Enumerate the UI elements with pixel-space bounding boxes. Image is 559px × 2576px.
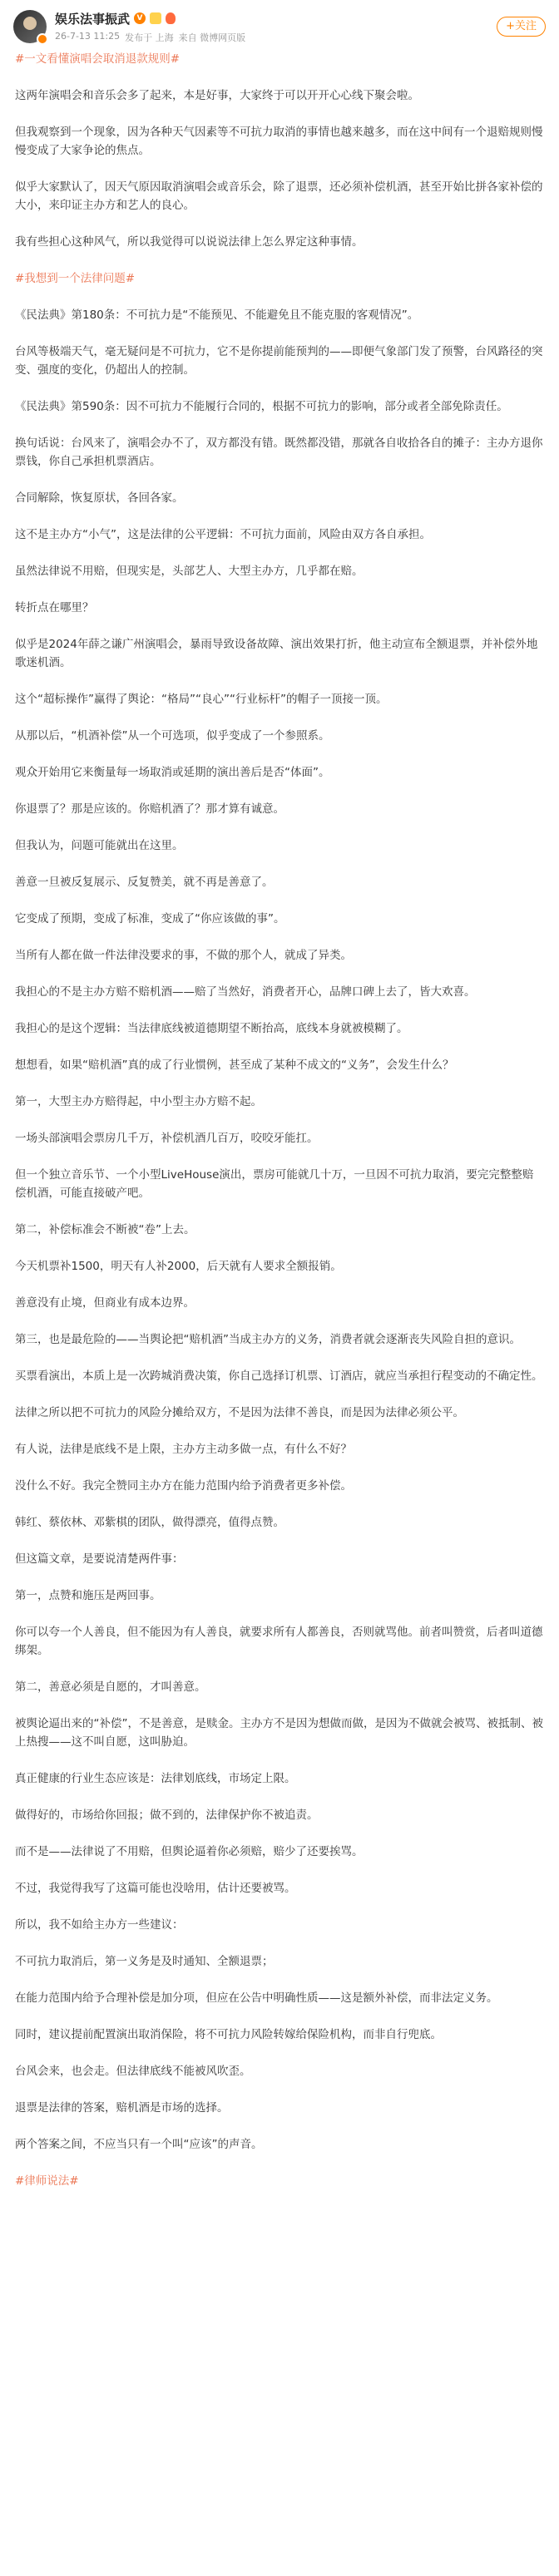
paragraph: 但我观察到一个现象，因为各种天气因素等不可抗力取消的事情也越来越多，而在这中间有一个退赔规则慢慢变成了大家争论的焦点。 bbox=[15, 126, 543, 157]
author-name[interactable]: 娱乐法事振武 bbox=[55, 11, 131, 27]
post-meta bbox=[55, 31, 497, 44]
paragraph: 但一个独立音乐节、一个小型LiveHouse演出，票房可能就几十万，一旦因不可抗力取消，要完完整整赔偿机酒，可能直接破产吧。 bbox=[15, 1168, 534, 1200]
paragraph: 你退票了？那是应该的。你赔机酒了？那才算有诚意。 bbox=[15, 802, 284, 816]
paragraph: 这两年演唱会和音乐会多了起来，本是好事，大家终于可以开开心心线下聚会啦。 bbox=[15, 89, 419, 102]
paragraph: 这不是主办方“小气”，这是法律的公平逻辑：不可抗力面前，风险由双方各自承担。 bbox=[15, 528, 431, 541]
post-time[interactable]: 26-7-13 11:25 bbox=[55, 30, 121, 42]
paragraph: 第一，大型主办方赔得起，中小型主办方赔不起。 bbox=[15, 1095, 262, 1108]
post-content bbox=[0, 50, 559, 2190]
topic-tag-bottom[interactable]: #律师说法# bbox=[15, 2174, 79, 2188]
paragraph: 换句话说：台风来了，演唱会办不了，双方都没有错。既然都没错，那就各自收拾各自的摊子：主办方退你票钱，你自己承担机票酒店。 bbox=[15, 437, 543, 468]
paragraph: 善意没有止境，但商业有成本边界。 bbox=[15, 1296, 195, 1310]
paragraph: 法律之所以把不可抗力的风险分摊给双方，不是因为法律不善良，而是因为法律必须公平。 bbox=[15, 1406, 464, 1419]
name-row bbox=[55, 10, 497, 27]
author-meta bbox=[55, 10, 497, 44]
paragraph: 我担心的是这个逻辑：当法律底线被道德期望不断抬高，底线本身就被模糊了。 bbox=[15, 1022, 408, 1035]
post-source: 来自 微博网页版 bbox=[178, 32, 246, 43]
paragraph: 转折点在哪里？ bbox=[15, 601, 94, 614]
paragraph: 《民法典》第180条：不可抗力是“不能预见、不能避免且不能克服的客观情况”。 bbox=[15, 308, 419, 322]
paragraph: 第三，也是最危险的——当舆论把“赔机酒”当成主办方的义务，消费者就会逐渐丧失风险自担的意识。 bbox=[15, 1333, 521, 1346]
paragraph: 被舆论逼出来的“补偿”，不是善意，是赎金。主办方不是因为想做而做，是因为不做就会被骂、被抵制、被上热搜——这不叫自愿，这叫胁迫。 bbox=[15, 1717, 543, 1749]
paragraph: 没什么不好。我完全赞同主办方在能力范围内给予消费者更多补偿。 bbox=[15, 1479, 352, 1493]
paragraph: 台风会来，也会走。但法律底线不能被风吹歪。 bbox=[15, 2065, 251, 2078]
paragraph: 它变成了预期，变成了标准，变成了“你应该做的事”。 bbox=[15, 912, 285, 925]
paragraph: 但我认为，问题可能就出在这里。 bbox=[15, 839, 184, 852]
v-verified-icon: V bbox=[134, 12, 146, 24]
paragraph: 善意一旦被反复展示、反复赞美，就不再是善意了。 bbox=[15, 876, 274, 889]
paragraph: 买票看演出，本质上是一次跨城消费决策，你自己选择订机票、订酒店，就应当承担行程变动的不确定性。 bbox=[15, 1369, 543, 1383]
avatar[interactable] bbox=[13, 10, 47, 43]
paragraph: 但这篇文章，是要说清楚两件事： bbox=[15, 1552, 184, 1566]
paragraph: 第二，补偿标准会不断被“卷”上去。 bbox=[15, 1223, 195, 1236]
paragraph: 有人说，法律是底线不是上限，主办方主动多做一点，有什么不好？ bbox=[15, 1443, 352, 1456]
paragraph: 一场头部演唱会票房几千万，补偿机酒几百万，咬咬牙能扛。 bbox=[15, 1132, 319, 1145]
follow-button[interactable]: +关注 bbox=[497, 17, 546, 37]
level-icon bbox=[150, 12, 161, 24]
paragraph: 所以，我不如给主办方一些建议： bbox=[15, 1918, 184, 1932]
paragraph: 两个答案之间，不应当只有一个叫“应该”的声音。 bbox=[15, 2138, 263, 2151]
verified-badge-icon bbox=[37, 33, 48, 45]
fire-icon bbox=[166, 12, 176, 24]
paragraph: 你可以夸一个人善良，但不能因为有人善良，就要求所有人都善良，否则就骂他。前者叫赞赏，后者叫道德绑架。 bbox=[15, 1626, 543, 1657]
post-location: 发布于 上海 bbox=[125, 32, 174, 43]
paragraph: 从那以后，“机酒补偿”从一个可选项，似乎变成了一个参照系。 bbox=[15, 729, 330, 743]
paragraph: 我担心的不是主办方赔不赔机酒——赔了当然好，消费者开心，品牌口碑上去了，皆大欢喜。 bbox=[15, 985, 476, 999]
paragraph: 第一，点赞和施压是两回事。 bbox=[15, 1589, 161, 1602]
paragraph: 我有些担心这种风气，所以我觉得可以说说法律上怎么界定这种事情。 bbox=[15, 235, 364, 249]
paragraph: 想想看，如果“赔机酒”真的成了行业惯例，甚至成了某种不成文的“义务”，会发生什么？ bbox=[15, 1059, 454, 1072]
paragraph: 在能力范围内给予合理补偿是加分项，但应在公告中明确性质——这是额外补偿，而非法定义务。 bbox=[15, 1991, 498, 2005]
paragraph: 而不是——法律说了不用赔，但舆论逼着你必须赔，赔少了还要挨骂。 bbox=[15, 1845, 364, 1858]
topic-tag-top[interactable]: #一文看懂演唱会取消退款规则# bbox=[15, 52, 181, 66]
paragraph: 退票是法律的答案，赔机酒是市场的选择。 bbox=[15, 2101, 229, 2115]
post-header bbox=[0, 0, 559, 50]
paragraph: 第二，善意必须是自愿的，才叫善意。 bbox=[15, 1680, 206, 1694]
paragraph: 不可抗力取消后，第一义务是及时通知、全额退票； bbox=[15, 1955, 274, 1968]
paragraph: 今天机票补1500，明天有人补2000，后天就有人要求全额报销。 bbox=[15, 1260, 342, 1273]
paragraph: 韩红、蔡依林、邓紫棋的团队，做得漂亮，值得点赞。 bbox=[15, 1516, 284, 1529]
paragraph: 《民法典》第590条：因不可抗力不能履行合同的，根据不可抗力的影响，部分或者全部免除责任。 bbox=[15, 400, 508, 413]
paragraph: 合同解除，恢复原状，各回各家。 bbox=[15, 491, 184, 505]
paragraph: 台风等极端天气，毫无疑问是不可抗力，它不是你提前能预判的——即便气象部门发了预警，台风路径的突变、强度的变化，仍超出人的控制。 bbox=[15, 345, 543, 377]
paragraph: 观众开始用它来衡量每一场取消或延期的演出善后是否“体面”。 bbox=[15, 766, 330, 779]
paragraph: 同时，建议提前配置演出取消保险，将不可抗力风险转嫁给保险机构，而非自行兜底。 bbox=[15, 2028, 442, 2041]
paragraph: 似乎大家默认了，因天气原因取消演唱会或音乐会，除了退票，还必须补偿机酒，甚至开始比拼各家补偿的大小，来印证主办方和艺人的良心。 bbox=[15, 180, 543, 212]
paragraph: 不过，我觉得我写了这篇可能也没啥用，估计还要被骂。 bbox=[15, 1882, 296, 1895]
paragraph: 真正健康的行业生态应该是：法律划底线，市场定上限。 bbox=[15, 1772, 296, 1785]
paragraph: 做得好的，市场给你回报；做不到的，法律保护你不被追责。 bbox=[15, 1809, 319, 1822]
paragraph: 似乎是2024年薛之谦广州演唱会，暴雨导致设备故障、演出效果打折，他主动宣布全额退票，并补偿外地歌迷机酒。 bbox=[15, 638, 538, 669]
paragraph: 当所有人都在做一件法律没要求的事，不做的那个人，就成了异类。 bbox=[15, 949, 352, 962]
topic-tag-mid[interactable]: #我想到一个法律问题# bbox=[15, 272, 136, 285]
paragraph: 虽然法律说不用赔，但现实是，头部艺人、大型主办方，几乎都在赔。 bbox=[15, 565, 364, 578]
paragraph: 这个“超标操作”赢得了舆论：“格局”“良心”“行业标杆”的帽子一顶接一顶。 bbox=[15, 693, 388, 706]
